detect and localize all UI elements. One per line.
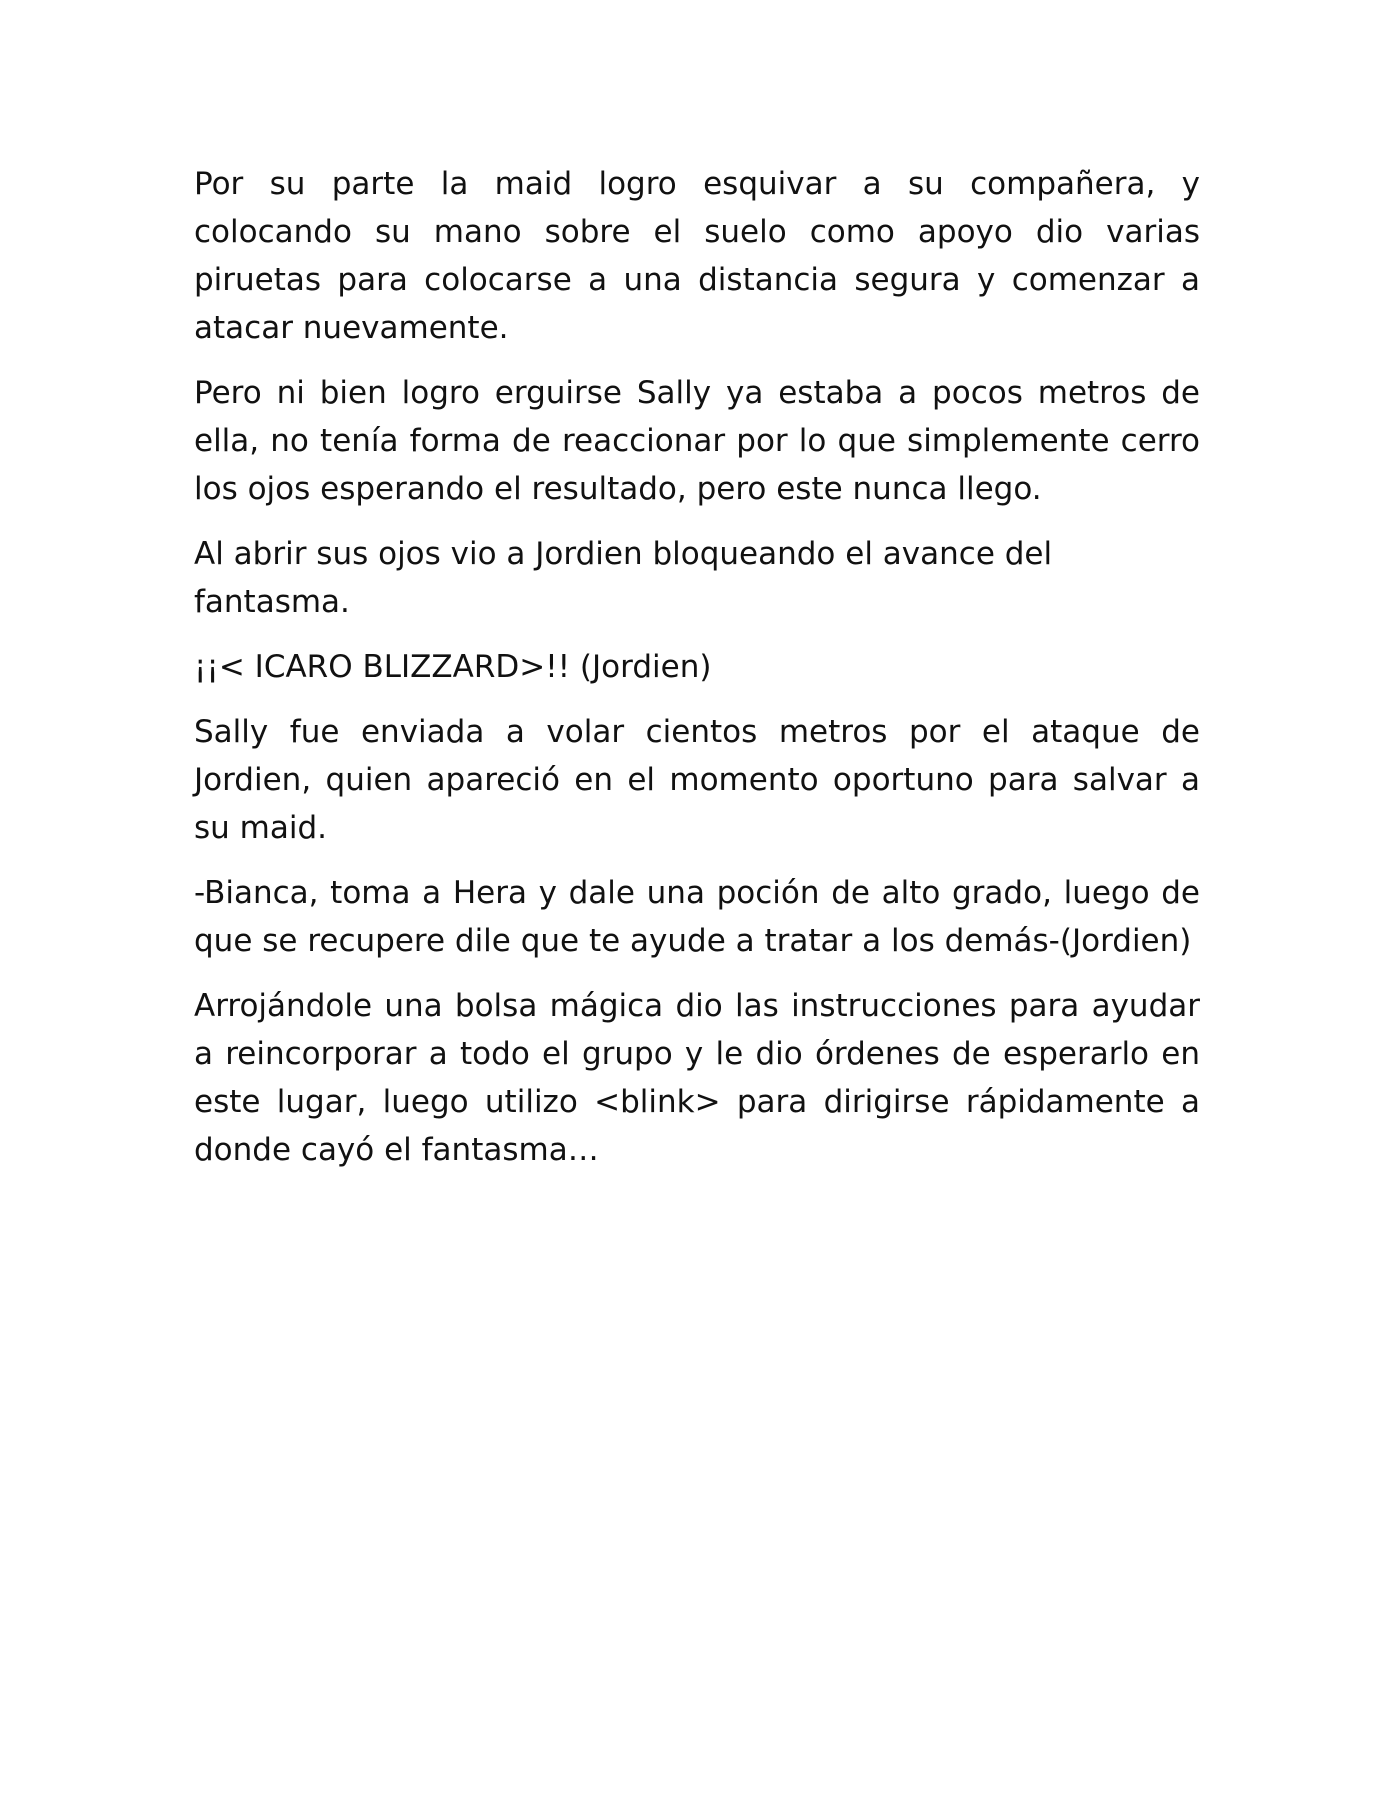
paragraph-5: Sally fue enviada a volar cientos metros por el ataque de Jordien, quien apareció en el momento oportuno para salvar a su maid. — [194, 714, 1200, 846]
paragraph-3: Al abrir sus ojos vio a Jordien bloqueando el avance del fantasma. — [194, 536, 1053, 620]
paragraph-7: Arrojándole una bolsa mágica dio las instrucciones para ayudar a reincorporar a todo el grupo y le dio órdenes de esperarlo en este lugar, luego utilizo <blink> para dirigirse rápidamente a donde cayó el fantasma… — [194, 988, 1200, 1168]
document-body — [194, 160, 1200, 1191]
paragraph-1: Por su parte la maid logro esquivar a su compañera, y colocando su mano sobre el suelo como apoyo dio varias piruetas para colocarse a una distancia segura y comenzar a atacar nuevamente. — [194, 166, 1200, 346]
paragraph-4: ¡¡< ICARO BLIZZARD>!! (Jordien) — [194, 649, 712, 685]
paragraph-2: Pero ni bien logro erguirse Sally ya estaba a pocos metros de ella, no tenía forma de reaccionar por lo que simplemente cerro los ojos esperando el resultado, pero este nunca llego. — [194, 375, 1200, 507]
paragraph-6: -Bianca, toma a Hera y dale una poción de alto grado, luego de que se recupere dile que te ayude a tratar a los demás-(Jordien) — [194, 875, 1200, 959]
